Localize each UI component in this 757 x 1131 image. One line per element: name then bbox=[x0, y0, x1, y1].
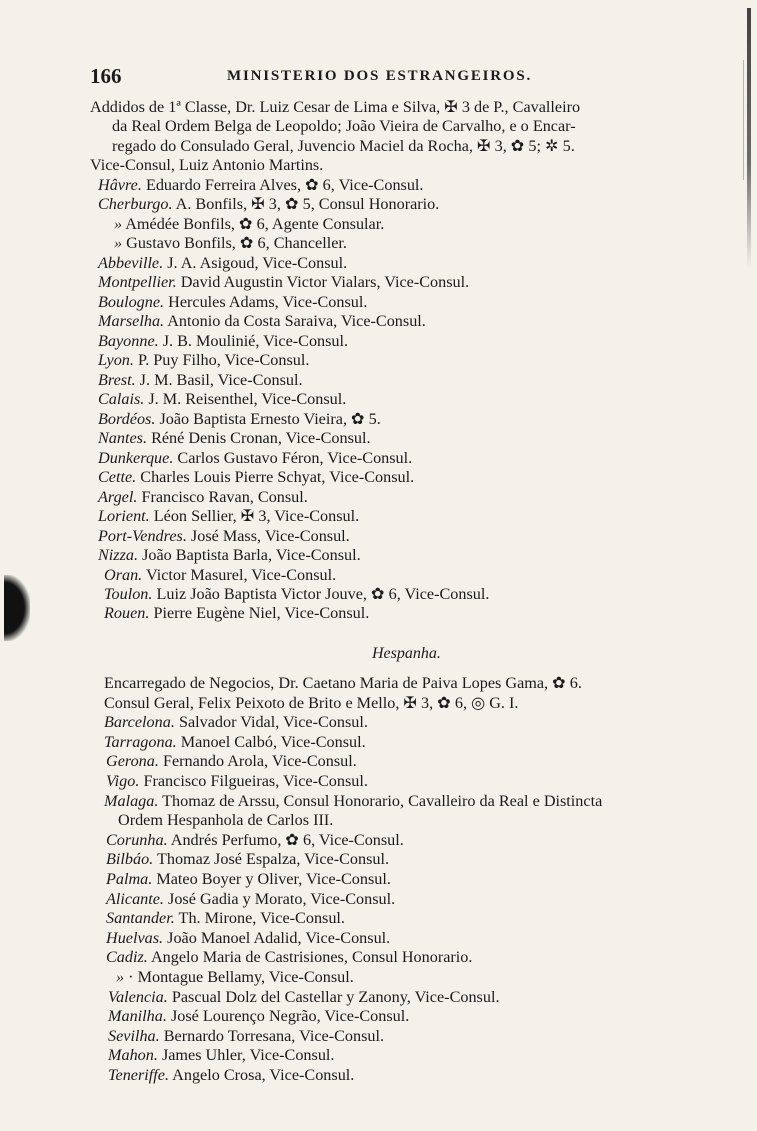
spain-entry bbox=[106, 771, 368, 791]
place-name: Bilbáo. bbox=[106, 850, 154, 869]
entry-text: Carlos Gustavo Féron, Vice-Consul. bbox=[173, 448, 413, 467]
france-entry bbox=[112, 116, 576, 136]
running-title: MINISTERIO DOS ESTRANGEIROS. bbox=[227, 68, 533, 84]
france-entry bbox=[98, 331, 348, 351]
france-entry bbox=[114, 233, 347, 253]
spain-entry bbox=[106, 849, 389, 869]
entry-text: David Augustin Victor Vialars, Vice-Consul. bbox=[176, 273, 470, 292]
entry-text: Angelo Crosa, Vice-Consul. bbox=[169, 1066, 355, 1084]
entry-text: Fernando Arola, Vice-Consul. bbox=[158, 752, 357, 771]
entry-text: Léon Sellier, ✠ 3, Vice-Consul. bbox=[149, 507, 360, 526]
entry-text: Charles Louis Pierre Schyat, Vice-Consul. bbox=[136, 468, 415, 487]
place-name: Huelvas. bbox=[106, 928, 164, 947]
spain-entry bbox=[104, 693, 518, 713]
place-name: Port-Vendres. bbox=[98, 526, 187, 545]
entry-text: Gustavo Bonfils, ✿ 6, Chanceller. bbox=[122, 234, 347, 253]
entry-text: João Manoel Adalid, Vice-Consul. bbox=[163, 928, 391, 947]
spain-entry bbox=[104, 712, 368, 732]
place-name: Cadiz. bbox=[106, 948, 148, 967]
place-name: Bayonne. bbox=[98, 331, 159, 350]
entry-text: Antonio da Costa Saraiva, Vice-Consul. bbox=[164, 312, 426, 331]
entry-text: Pierre Eugène Niel, Vice-Consul. bbox=[149, 604, 370, 623]
spain-entry bbox=[104, 732, 366, 752]
binding-shadow bbox=[747, 8, 751, 268]
place-name: Cette. bbox=[98, 468, 137, 487]
entry-text: Luiz João Baptista Victor Jouve, ✿ 6, Vice-Consul. bbox=[152, 585, 490, 603]
france-entry bbox=[98, 526, 350, 546]
entry-text: José Mass, Vice-Consul. bbox=[186, 526, 350, 545]
france-entry bbox=[98, 545, 361, 565]
spain-entry bbox=[106, 830, 404, 850]
spain-entry bbox=[106, 889, 395, 909]
place-name: Manilha. bbox=[108, 1007, 167, 1026]
entry-text: Amédée Bonfils, ✿ 6, Agente Consular. bbox=[122, 214, 385, 233]
place-name: Abbeville. bbox=[98, 253, 164, 272]
entry-text: A. Bonfils, ✠ 3, ✿ 5, Consul Honorario. bbox=[172, 195, 440, 214]
entry-text: Réné Denis Cronan, Vice-Consul. bbox=[147, 429, 371, 448]
place-name: Barcelona. bbox=[104, 713, 175, 732]
spain-entry bbox=[108, 987, 500, 1007]
place-name: Corunha. bbox=[106, 830, 168, 849]
place-name: Santander. bbox=[106, 909, 175, 928]
place-name: Montpellier. bbox=[98, 273, 177, 292]
spain-entry bbox=[108, 1006, 409, 1026]
france-entry bbox=[112, 136, 575, 156]
entry-text: J. M. Reisenthel, Vice-Consul. bbox=[144, 390, 347, 409]
place-name: Lyon. bbox=[98, 351, 134, 370]
entry-text: Pascual Dolz del Castellar y Zanony, Vice-Consul. bbox=[167, 987, 500, 1006]
place-name: Marselha. bbox=[98, 312, 165, 331]
france-entry bbox=[98, 389, 346, 409]
france-entry bbox=[104, 565, 336, 585]
france-entry bbox=[98, 194, 439, 214]
entry-text: João Baptista Barla, Vice-Consul. bbox=[138, 546, 361, 565]
place-name: Calais. bbox=[98, 390, 145, 409]
spain-entry bbox=[104, 673, 582, 693]
entry-text: · Montague Bellamy, Vice-Consul. bbox=[124, 968, 354, 986]
france-entry bbox=[104, 584, 489, 604]
place-name: Oran. bbox=[104, 565, 143, 584]
france-entry bbox=[98, 370, 303, 390]
place-name: » bbox=[114, 234, 123, 253]
entry-text: Bernardo Torresana, Vice-Consul. bbox=[159, 1026, 385, 1045]
entry-text: Th. Mirone, Vice-Consul. bbox=[174, 909, 345, 928]
entry-text: Thomaz José Espalza, Vice-Consul. bbox=[153, 850, 390, 869]
france-entry bbox=[98, 448, 412, 468]
place-name: Brest. bbox=[98, 370, 136, 389]
place-name: Palma. bbox=[106, 870, 153, 888]
entry-text: James Uhler, Vice-Consul. bbox=[157, 1046, 335, 1065]
entry-text: Salvador Vidal, Vice-Consul. bbox=[174, 713, 368, 732]
spain-entry bbox=[106, 869, 391, 889]
place-name: Argel. bbox=[98, 487, 138, 506]
place-name: Nantes. bbox=[98, 429, 148, 448]
place-name: Sevilha. bbox=[108, 1026, 160, 1045]
place-name: » bbox=[116, 968, 125, 986]
place-name: Vigo. bbox=[106, 772, 140, 790]
place-name: » bbox=[114, 214, 123, 233]
spain-entry bbox=[106, 947, 472, 967]
spain-entry bbox=[106, 751, 357, 771]
entry-text: Consul Geral, Felix Peixoto de Brito e Mello, ✠ 3, ✿ 6, ◎ G. I. bbox=[104, 693, 519, 712]
france-entry bbox=[90, 97, 580, 117]
place-name: Rouen. bbox=[104, 604, 150, 623]
entry-text: J. A. Asigoud, Vice-Consul. bbox=[163, 253, 348, 272]
spain-entry bbox=[108, 1045, 334, 1065]
france-entry bbox=[114, 214, 384, 234]
entry-text: Encarregado de Negocios, Dr. Caetano Maria de Paiva Lopes Gama, ✿ 6. bbox=[104, 674, 582, 692]
france-entry bbox=[98, 253, 347, 273]
france-entry bbox=[98, 292, 367, 312]
place-name: Tarragona. bbox=[104, 732, 177, 751]
spain-entry bbox=[118, 810, 333, 830]
france-entry bbox=[98, 311, 426, 331]
france-entry bbox=[98, 428, 371, 448]
entry-text: Mateo Boyer y Oliver, Vice-Consul. bbox=[152, 870, 391, 888]
place-name: Hâvre. bbox=[98, 175, 142, 194]
france-entry bbox=[90, 155, 323, 175]
entry-text: da Real Ordem Belga de Leopoldo; João Vieira de Carvalho, e o Encar- bbox=[112, 117, 576, 136]
place-name: Valencia. bbox=[108, 987, 168, 1006]
place-name: Mahon. bbox=[108, 1046, 158, 1065]
entry-text: Francisco Filgueiras, Vice-Consul. bbox=[139, 772, 368, 790]
page-edge-mark bbox=[4, 575, 30, 641]
place-name: Toulon. bbox=[104, 585, 153, 603]
place-name: Dunkerque. bbox=[98, 448, 174, 467]
entry-text: Francisco Ravan, Consul. bbox=[137, 487, 308, 506]
entry-text: Eduardo Ferreira Alves, ✿ 6, Vice-Consul. bbox=[141, 175, 424, 194]
place-name: Gerona. bbox=[106, 752, 159, 771]
entry-text: J. B. Moulinié, Vice-Consul. bbox=[158, 331, 349, 350]
spain-entry bbox=[108, 1026, 384, 1046]
france-entry bbox=[98, 409, 381, 429]
spain-entry bbox=[108, 1065, 354, 1085]
place-name: Bordéos. bbox=[98, 409, 156, 428]
france-entry bbox=[98, 487, 308, 507]
france-entry bbox=[98, 506, 359, 526]
entry-text: Ordem Hespanhola de Carlos III. bbox=[118, 811, 334, 830]
france-entry bbox=[98, 467, 414, 487]
place-name: Alicante. bbox=[106, 889, 164, 908]
place-name: Malaga. bbox=[104, 791, 159, 810]
france-entry bbox=[98, 175, 423, 195]
spain-entry bbox=[104, 791, 602, 811]
entry-text: regado do Consulado Geral, Juvencio Maciel da Rocha, ✠ 3, ✿ 5; ✲ 5. bbox=[112, 136, 575, 155]
france-entry bbox=[104, 603, 369, 623]
page-header bbox=[90, 64, 610, 90]
entry-text: José Lourenço Negrão, Vice-Consul. bbox=[166, 1007, 410, 1026]
entry-text: Addidos de 1ª Classe, Dr. Luiz Cesar de Lima e Silva, ✠ 3 de P., Cavalleiro bbox=[90, 98, 581, 116]
spain-entry bbox=[106, 908, 345, 928]
place-name: Teneriffe. bbox=[108, 1066, 170, 1084]
entry-text: Andrés Perfumo, ✿ 6, Vice-Consul. bbox=[167, 830, 404, 849]
entry-text: Victor Masurel, Vice-Consul. bbox=[142, 565, 337, 584]
entry-text: Vice-Consul, Luiz Antonio Martins. bbox=[90, 156, 324, 175]
place-name: Nizza. bbox=[98, 546, 139, 565]
entry-text: Hercules Adams, Vice-Consul. bbox=[164, 292, 368, 311]
france-entry bbox=[98, 272, 469, 292]
entry-text: Thomaz de Arssu, Consul Honorario, Cavalleiro da Real e Distincta bbox=[158, 791, 603, 810]
place-name: Boulogne. bbox=[98, 292, 165, 311]
entry-text: Manoel Calbó, Vice-Consul. bbox=[176, 732, 366, 751]
entry-text: João Baptista Ernesto Vieira, ✿ 5. bbox=[155, 409, 381, 428]
entry-text: José Gadia y Morato, Vice-Consul. bbox=[163, 889, 396, 908]
entry-text: J. M. Basil, Vice-Consul. bbox=[135, 370, 303, 389]
binding-line bbox=[743, 60, 744, 180]
place-name: Lorient. bbox=[98, 507, 150, 526]
place-name: Cherburgo. bbox=[98, 195, 173, 214]
spain-entry bbox=[116, 967, 354, 987]
entry-text: P. Puy Filho, Vice-Consul. bbox=[133, 351, 310, 370]
entry-text: Angelo Maria de Castrisiones, Consul Honorario. bbox=[147, 948, 473, 967]
france-entry bbox=[98, 350, 309, 370]
page-number: 166 bbox=[90, 64, 122, 88]
section-heading: Hespanha. bbox=[372, 645, 441, 662]
spain-entry bbox=[106, 928, 390, 948]
